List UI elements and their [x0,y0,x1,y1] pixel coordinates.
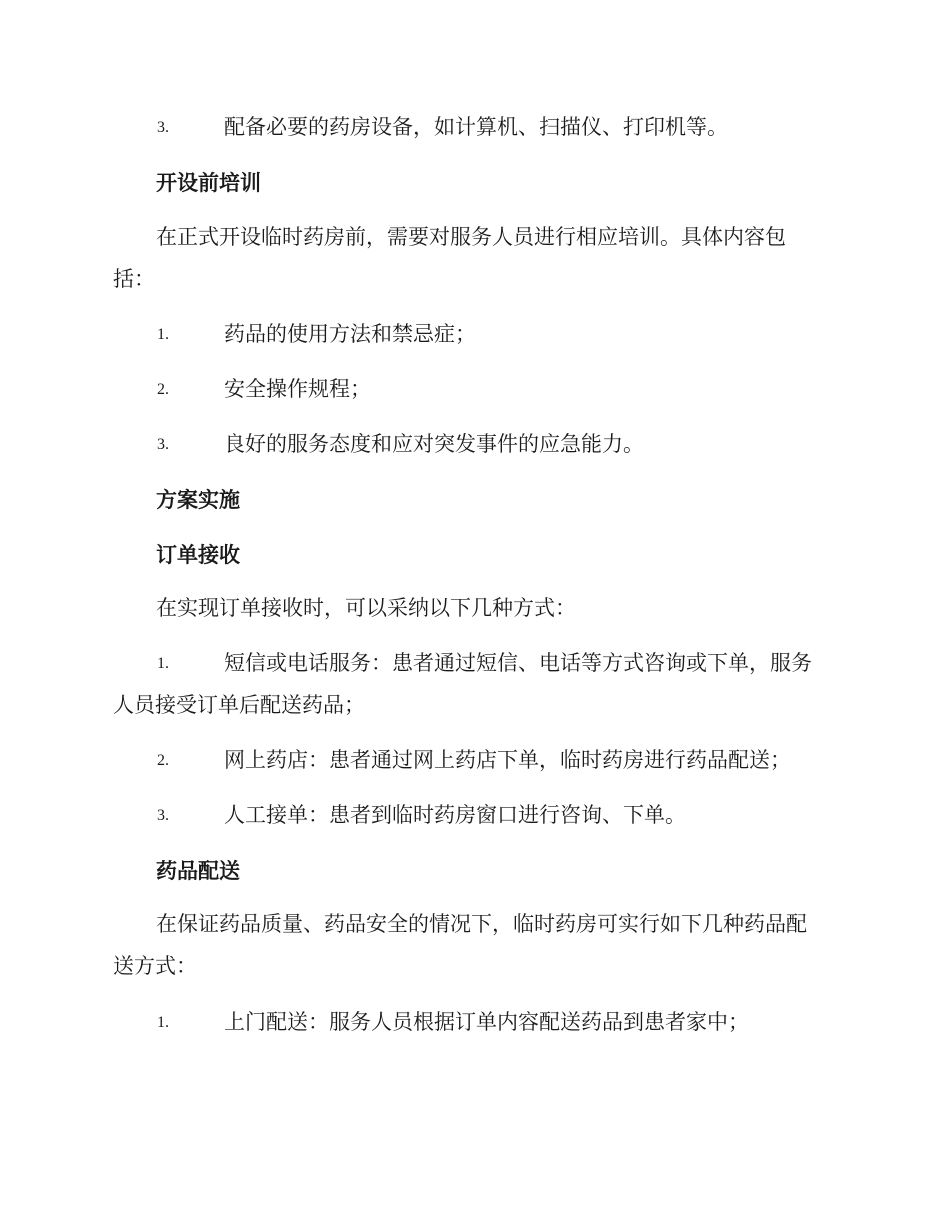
section-heading-delivery: 药品配送 [156,858,240,883]
list-item-text: 配备必要的药房设备，如计算机、扫描仪、打印机等。 [224,115,728,139]
list-number: 1. [157,326,169,343]
list-item-text: 短信或电话服务：患者通过短信、电话等方式咨询或下单，服务 [224,651,812,675]
section-heading-orders: 订单接收 [156,542,240,567]
list-item-text: 良好的服务态度和应对突发事件的应急能力。 [224,432,644,456]
section-heading-training: 开设前培训 [156,170,261,195]
list-number: 3. [157,436,169,453]
paragraph-delivery-line1: 在保证药品质量、药品安全的情况下，临时药房可实行如下几种药品配 [156,912,807,936]
list-number: 3. [157,119,169,136]
list-item-text: 人工接单：患者到临时药房窗口进行咨询、下单。 [224,803,686,827]
list-number: 2. [157,381,169,398]
list-number: 1. [157,1014,169,1031]
list-number: 1. [157,655,169,672]
paragraph-orders: 在实现订单接收时，可以采纳以下几种方式： [156,596,576,620]
list-item-text: 药品的使用方法和禁忌症； [224,322,476,346]
section-heading-implementation: 方案实施 [156,487,240,512]
list-item-text-continued: 人员接受订单后配送药品； [113,693,365,717]
paragraph-training-line1: 在正式开设临时药房前，需要对服务人员进行相应培训。具体内容包 [156,225,786,249]
list-number: 3. [157,807,169,824]
list-number: 2. [157,752,169,769]
list-item-text: 上门配送：服务人员根据订单内容配送药品到患者家中； [224,1010,749,1034]
list-item-text: 安全操作规程； [224,377,371,401]
paragraph-delivery-line2: 送方式： [113,954,197,978]
list-item-text: 网上药店：患者通过网上药店下单，临时药房进行药品配送； [224,748,791,772]
paragraph-training-line2: 括： [113,267,155,291]
